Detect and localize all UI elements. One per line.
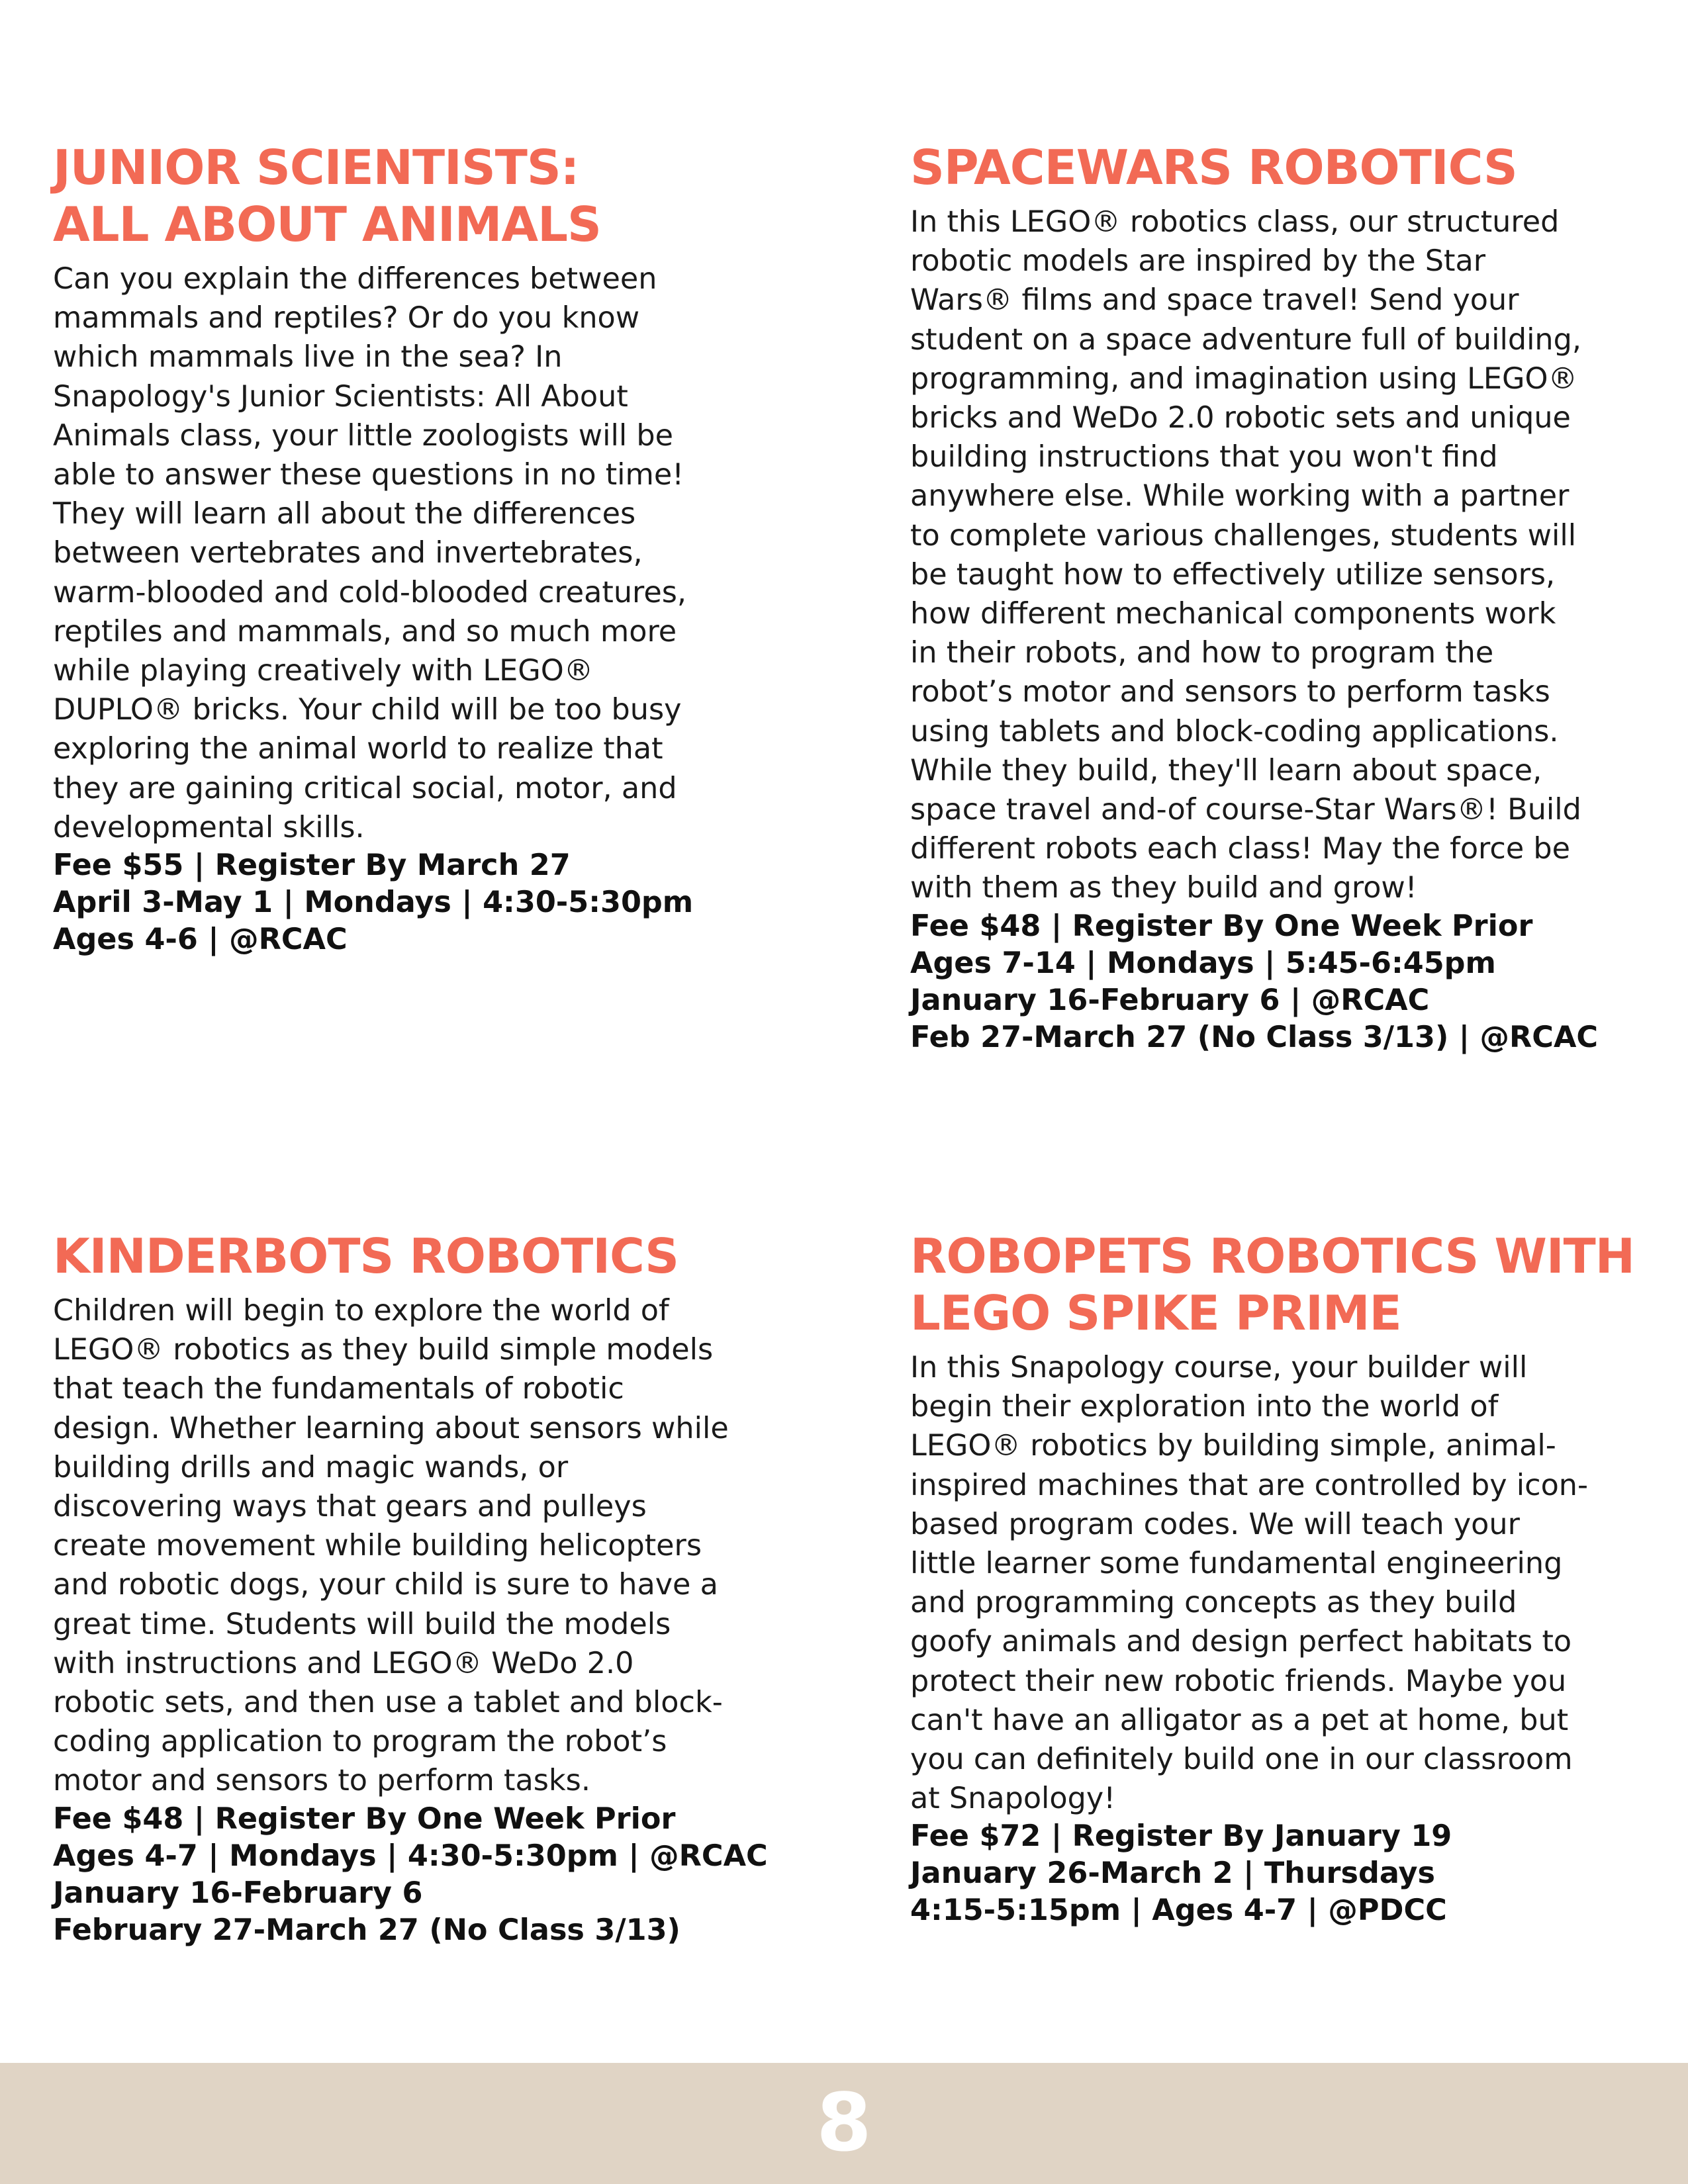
class-description: In this LEGO® robotics class, our structured robotic models are inspired by the Star Wars® films and space travel! Send your student on a space adventure full of building, programming, and imagination using LEGO® bricks and WeDo 2.0 robotic sets and unique building instructions that you won't find anywhere else. While working with a partner to complete various challenges, students will be taught how to effectively utilize sensors, how different mechanical components work in their robots, and how to program the robot’s motor and sensors to perform tasks using tablets and block-coding applications. While they build, they'll learn about space, space travel and-of course-Star Wars®! Build different robots each class! May the force be with them as they build and grow! xyxy=(910,205,1582,905)
class-title: JUNIOR SCIENTISTS: ALL ABOUT ANIMALS xyxy=(53,140,601,252)
class-description: In this Snapology course, your builder will begin their exploration into the world of LEGO® robotics by building simple, animal- inspired machines that are controlled by icon- based program codes. We will teach your little learner some fundamental engineering and programming concepts as they build goofy animals and design perfect habitats to protect their new robotic friends. Maybe you can't have an alligator as a pet at home, but you can definitely build one in our classroom at Snapology! xyxy=(910,1351,1589,1816)
class-section-robopets-robotics xyxy=(910,1228,1688,1929)
class-title: KINDERBOTS ROBOTICS xyxy=(53,1228,679,1284)
class-session-one: January 16-February 6 | @RCAC xyxy=(910,983,1430,1017)
class-details xyxy=(53,1801,834,1949)
class-section-junior-scientists xyxy=(53,139,834,958)
class-session-two: Feb 27-March 27 (No Class 3/13) | @RCAC xyxy=(910,1020,1599,1054)
class-title: ROBOPETS ROBOTICS WITH LEGO SPIKE PRIME xyxy=(910,1228,1635,1341)
class-section-spacewars-robotics xyxy=(910,139,1688,1056)
class-description: Can you explain the differences between mammals and reptiles? Or do you know which mammals live in the sea? In Snapology's Junior Scientists: All About Animals class, your little zoologists will be able to answer these questions in no time! They will learn all about the differences between vertebrates and invertebrates, warm-blooded and cold-blooded creatures, reptiles and mammals, and so much more while playing creatively with LEGO® DUPLO® bricks. Your child will be too busy exploring the animal world to realize that they are gaining critical social, motor, and developmental skills. xyxy=(53,262,687,844)
class-ages-schedule: Ages 7-14 | Mondays | 5:45-6:45pm xyxy=(910,946,1496,980)
page-number: 8 xyxy=(816,2077,872,2169)
class-fee-registration: Fee $48 | Register By One Week Prior xyxy=(53,1801,676,1836)
class-session-two: February 27-March 27 (No Class 3/13) xyxy=(53,1913,680,1947)
class-ages-location: Ages 4-6 | @RCAC xyxy=(53,923,348,957)
class-details xyxy=(910,1818,1688,1929)
class-dates-schedule: April 3-May 1 | Mondays | 4:30-5:30pm xyxy=(53,886,694,920)
class-title: SPACEWARS ROBOTICS xyxy=(910,140,1517,195)
class-details xyxy=(53,847,834,958)
page-footer xyxy=(0,2063,1688,2184)
class-fee-registration: Fee $72 | Register By January 19 xyxy=(910,1819,1452,1854)
class-description: Children will begin to explore the world of LEGO® robotics as they build simple models that teach the fundamentals of robotic design. Whether learning about sensors while building drills and magic wands, or discovering ways that gears and pulleys create movement while building helicopters and robotic dogs, your child is sure to have a great time. Students will build the models with instructions and LEGO® WeDo 2.0 robotic sets, and then use a tablet and block- coding application to program the robot’s motor and sensors to perform tasks. xyxy=(53,1294,729,1798)
class-fee-registration: Fee $48 | Register By One Week Prior xyxy=(910,909,1533,943)
class-fee-registration: Fee $55 | Register By March 27 xyxy=(53,848,571,883)
class-time-ages-location: 4:15-5:15pm | Ages 4-7 | @PDCC xyxy=(910,1893,1447,1928)
class-ages-schedule-location: Ages 4-7 | Mondays | 4:30-5:30pm | @RCAC xyxy=(53,1839,768,1873)
class-dates-day: January 26-March 2 | Thursdays xyxy=(910,1856,1435,1891)
class-session-one: January 16-February 6 xyxy=(53,1876,423,1910)
class-details xyxy=(910,908,1688,1056)
class-section-kinderbots-robotics xyxy=(53,1228,834,1949)
